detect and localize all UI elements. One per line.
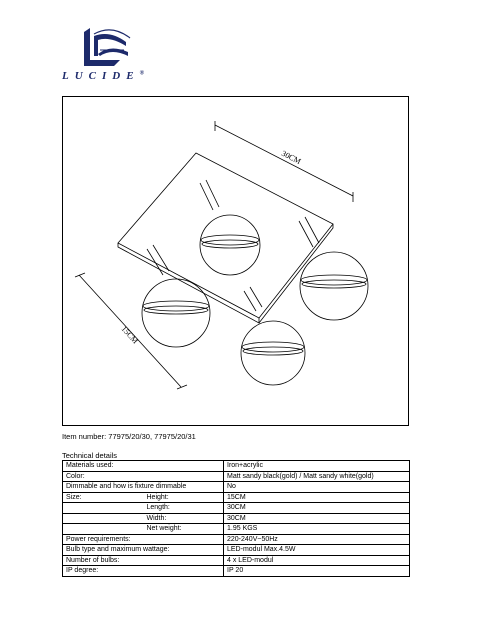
dimension-label-height: 15CM [119,324,140,346]
spec-value: No [224,482,410,493]
spec-label: Materials used: [63,461,224,472]
spec-value: 15CM [224,492,410,503]
spec-sublabel: Height: [144,492,224,503]
spec-label: Bulb type and maximum wattage: [63,545,224,556]
spec-value: Matt sandy black(gold) / Matt sandy white(gold) [224,471,410,482]
spec-label [63,524,144,535]
spec-value: IP 20 [224,566,410,577]
spec-value: 1.95 KGS [224,524,410,535]
spec-value: 220-240V~50Hz [224,534,410,545]
spec-value: 30CM [224,513,410,524]
spec-row [63,503,410,514]
lucide-logo [62,26,162,94]
spec-label [63,513,144,524]
spec-label: Color: [63,471,224,482]
spec-row [63,534,410,545]
spec-row [63,566,410,577]
spec-row [63,482,410,493]
lamp-head-left [142,279,210,347]
spec-label [63,503,144,514]
spec-label: Power requirements: [63,534,224,545]
spec-row [63,545,410,556]
technical-details-table [62,460,410,577]
spec-value: 30CM [224,503,410,514]
spec-label: Size: [63,492,144,503]
item-number: Item number: 77975/20/30, 77975/20/31 [62,432,196,441]
lamp-head-front [241,321,305,385]
spec-row [63,513,410,524]
spec-label: Number of bulbs: [63,555,224,566]
lucide-logo-mark [80,26,132,68]
spec-value: LED-modul Max.4.5W [224,545,410,556]
spec-label: Dimmable and how is fixture dimmable [63,482,224,493]
product-line-drawing [63,97,410,427]
spec-sublabel: Length: [144,503,224,514]
spec-sublabel: Net weight: [144,524,224,535]
spec-value: Iron+acrylic [224,461,410,472]
lucide-wordmark: LUCIDE® [62,70,145,82]
spec-row [63,524,410,535]
dimension-label-length: 30CM [280,148,303,167]
dimension-line-length [215,125,353,196]
spec-sublabel: Width: [144,513,224,524]
spec-label: IP degree: [63,566,224,577]
technical-details-title: Technical details [62,451,118,460]
spec-row [63,461,410,472]
spec-row [63,471,410,482]
spec-row [63,492,410,503]
spec-row [63,555,410,566]
lamp-head-right [300,252,368,320]
product-drawing [62,96,409,426]
lamp-head-back [200,215,260,275]
spec-value: 4 x LED-modul [224,555,410,566]
